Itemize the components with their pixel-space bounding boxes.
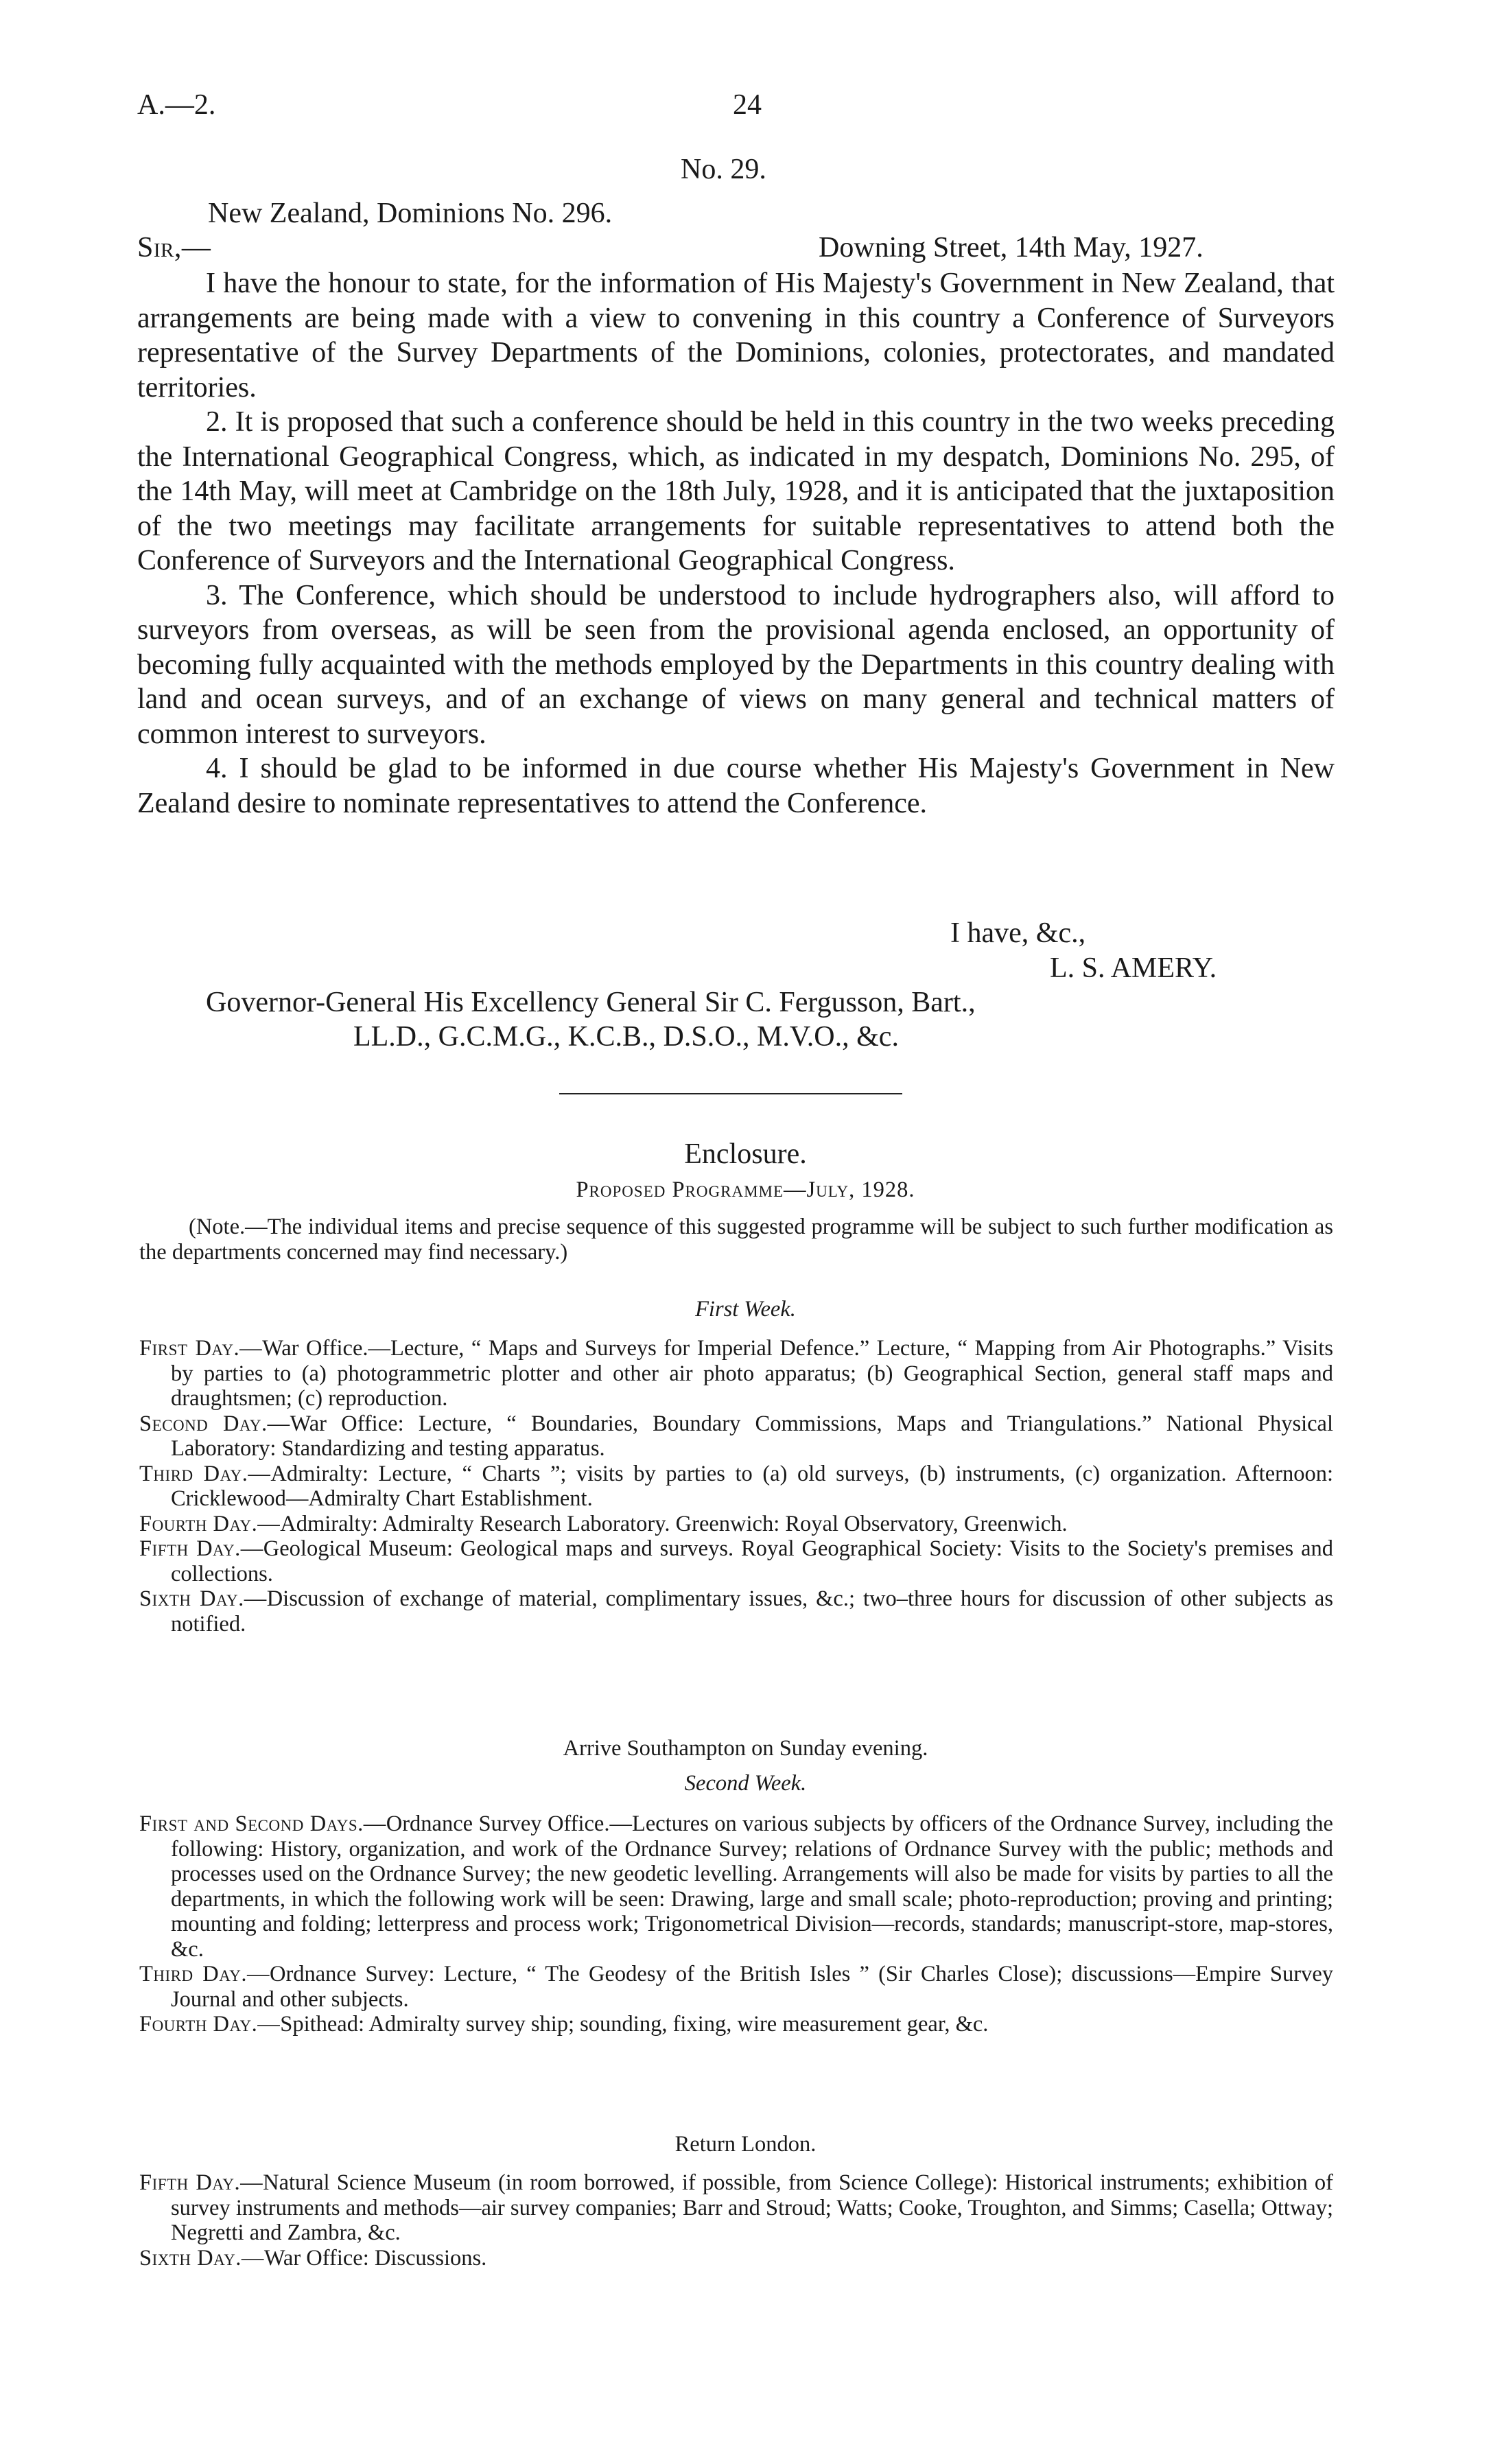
return-line: Return London. — [674, 2132, 817, 2157]
list-item — [139, 1811, 1333, 1962]
day-label: Fifth Day.— — [139, 2170, 263, 2195]
day-label: First Day.— — [139, 1336, 263, 1361]
day-text: Geological Museum: Geological maps and surveys. Royal Geographical Society: Visits to the Society's premises and collections. — [171, 1536, 1333, 1586]
day-label: Fifth Day.— — [139, 1536, 263, 1561]
list-item — [139, 2246, 1333, 2271]
day-label: Fourth Day.— — [139, 2012, 281, 2037]
day-text: War Office.—Lecture, “ Maps and Surveys for Imperial Defence.” Lecture, “ Mapping from Air Photographs.” Visits by parties to (a) photogrammetric plotter and other air photo apparatus; (b) Geographical Section, general staff maps and draughtsmen; (c) reproduction. — [171, 1336, 1333, 1411]
despatch-paragraph-4: 4. I should be glad to be informed in due course whether His Majesty's Government in New Zealand desire to nominate representatives to attend the Conference. — [137, 753, 1335, 819]
day-label: Third Day.— — [139, 1461, 271, 1486]
day-label: Third Day.— — [139, 1962, 270, 1986]
list-item — [139, 1536, 1333, 1586]
list-item — [139, 2170, 1333, 2246]
despatch-paragraph-1: I have the honour to state, for the information of His Majesty's Government in New Zealand, that arrangements are being made with a view to convening in this country a Conference of Surveyors representative of the Survey Departments of the Dominions, colonies, protectorates, and mandated territories. — [137, 268, 1335, 403]
programme-title: Proposed Programme—July, 1928. — [576, 1177, 915, 1202]
despatch-paragraph-3: 3. The Conference, which should be understood to include hydrographers also, will afford to surveyors from overseas, as will be seen from the provisional agenda enclosed, an opportunity of becoming fully acquainted with the methods employed by the Departments in this country dealing with land and ocean surveys, and of an exchange of views on many general and technical matters of common interest to surveyors. — [137, 579, 1335, 750]
day-text: War Office: Discussions. — [263, 2245, 487, 2271]
despatch-paragraph-2: 2. It is proposed that such a conference should be held in this country in the two weeks preceding the International Geographical Congress, which, as indicated in my despatch, Dominions No. 295, of the 14th May, will meet at Cambridge on the 18th July, 1928, and it is anticipated that the juxtaposition of the two meetings may facilitate arrangements for suitable representatives to attend both the Conference of Surveyors and the International Geographical Congress. — [137, 406, 1335, 576]
day-label: Fourth Day.— — [139, 1511, 281, 1536]
day-label: Sixth Day.— — [139, 2245, 264, 2271]
list-item — [139, 1512, 1333, 1537]
signature: L. S. AMERY. — [1050, 952, 1217, 984]
list-item — [139, 1411, 1333, 1462]
despatch-body — [137, 266, 1335, 821]
second-week-heading: Second Week. — [684, 1771, 807, 1796]
day-text: Ordnance Survey: Lecture, “ The Geodesy of the British Isles ” (Sir Charles Close); discussions—Empire Survey Journal and other subjects. — [171, 1962, 1334, 2012]
return-list — [139, 2170, 1333, 2271]
addressee-line-2: LL.D., G.C.M.G., K.C.B., D.S.O., M.V.O., &c. — [353, 1021, 899, 1053]
despatch-reference: New Zealand, Dominions No. 296. — [208, 198, 613, 229]
document-reference: A.—2. — [137, 89, 216, 121]
day-text: Admiralty: Lecture, “ Charts ”; visits by parties to (a) old surveys, (b) instruments, (c) organization. Afternoon: Cricklewood—Admiralty Chart Establishment. — [171, 1461, 1333, 1511]
day-text: Discussion of exchange of material, complimentary issues, &c.; two–three hours for discussion of other subjects as notified. — [171, 1586, 1333, 1636]
list-item — [139, 1462, 1333, 1512]
second-week-list — [139, 1811, 1333, 2037]
day-text: Admiralty: Admiralty Research Laboratory. Greenwich: Royal Observatory, Greenwich. — [280, 1511, 1068, 1536]
list-item — [139, 1586, 1333, 1636]
list-item — [139, 1962, 1333, 2012]
day-text: Ordnance Survey Office.—Lectures on various subjects by officers of the Ordnance Survey, including the following: History, organization, and work of the Ordnance Survey; relations of Ordnance Survey with the public; methods and processes used on the Ordnance Survey; the new geodetic levelling. Arrangements will also be made for visits by parties to all the departments, in which the following work will be seen: Drawing, large and small scale; photo-reproduction; proving and printing; mounting and folding; letterpress and process work; Trigonometrical Division—records, standards; manuscript-store, map-stores, &c. — [171, 1811, 1333, 1962]
first-week-list — [139, 1336, 1333, 1636]
interlude-line: Arrive Southampton on Sunday evening. — [563, 1736, 928, 1761]
first-week-heading: First Week. — [695, 1297, 796, 1322]
addressee-line-1: Governor-General His Excellency General Sir C. Fergusson, Bart., — [206, 987, 976, 1018]
programme-note: (Note.—The individual items and precise sequence of this suggested programme will be subject to such further modification as the departments concerned may find necessary.) — [139, 1215, 1333, 1265]
despatch-number: No. 29. — [681, 154, 766, 185]
day-label: Sixth Day.— — [139, 1586, 267, 1611]
day-label: Second Day.— — [139, 1411, 290, 1436]
day-text: Natural Science Museum (in room borrowed, if possible, from Science College): Historical instruments; exhibition of survey instruments and methods—air survey companies; Barr and Stroud; Watts; Cooke, Troughton, and Simms; Casella; Ottway; Negretti and Zambra, &c. — [171, 2170, 1334, 2245]
list-item — [139, 2012, 1333, 2037]
enclosure-heading: Enclosure. — [684, 1138, 807, 1170]
day-text: War Office: Lecture, “ Boundaries, Boundary Commissions, Maps and Triangulations.” National Physical Laboratory: Standardizing and testing apparatus. — [171, 1411, 1334, 1461]
section-divider — [559, 1093, 902, 1094]
salutation: Sir,— — [137, 232, 211, 263]
day-text: Spithead: Admiralty survey ship; sounding, fixing, wire measurement gear, &c. — [280, 2012, 989, 2037]
closing: I have, &c., — [950, 917, 1086, 949]
list-item — [139, 1336, 1333, 1411]
page-number: 24 — [733, 89, 762, 121]
day-label: First and Second Days.— — [139, 1811, 386, 1836]
place-date: Downing Street, 14th May, 1927. — [819, 232, 1204, 263]
